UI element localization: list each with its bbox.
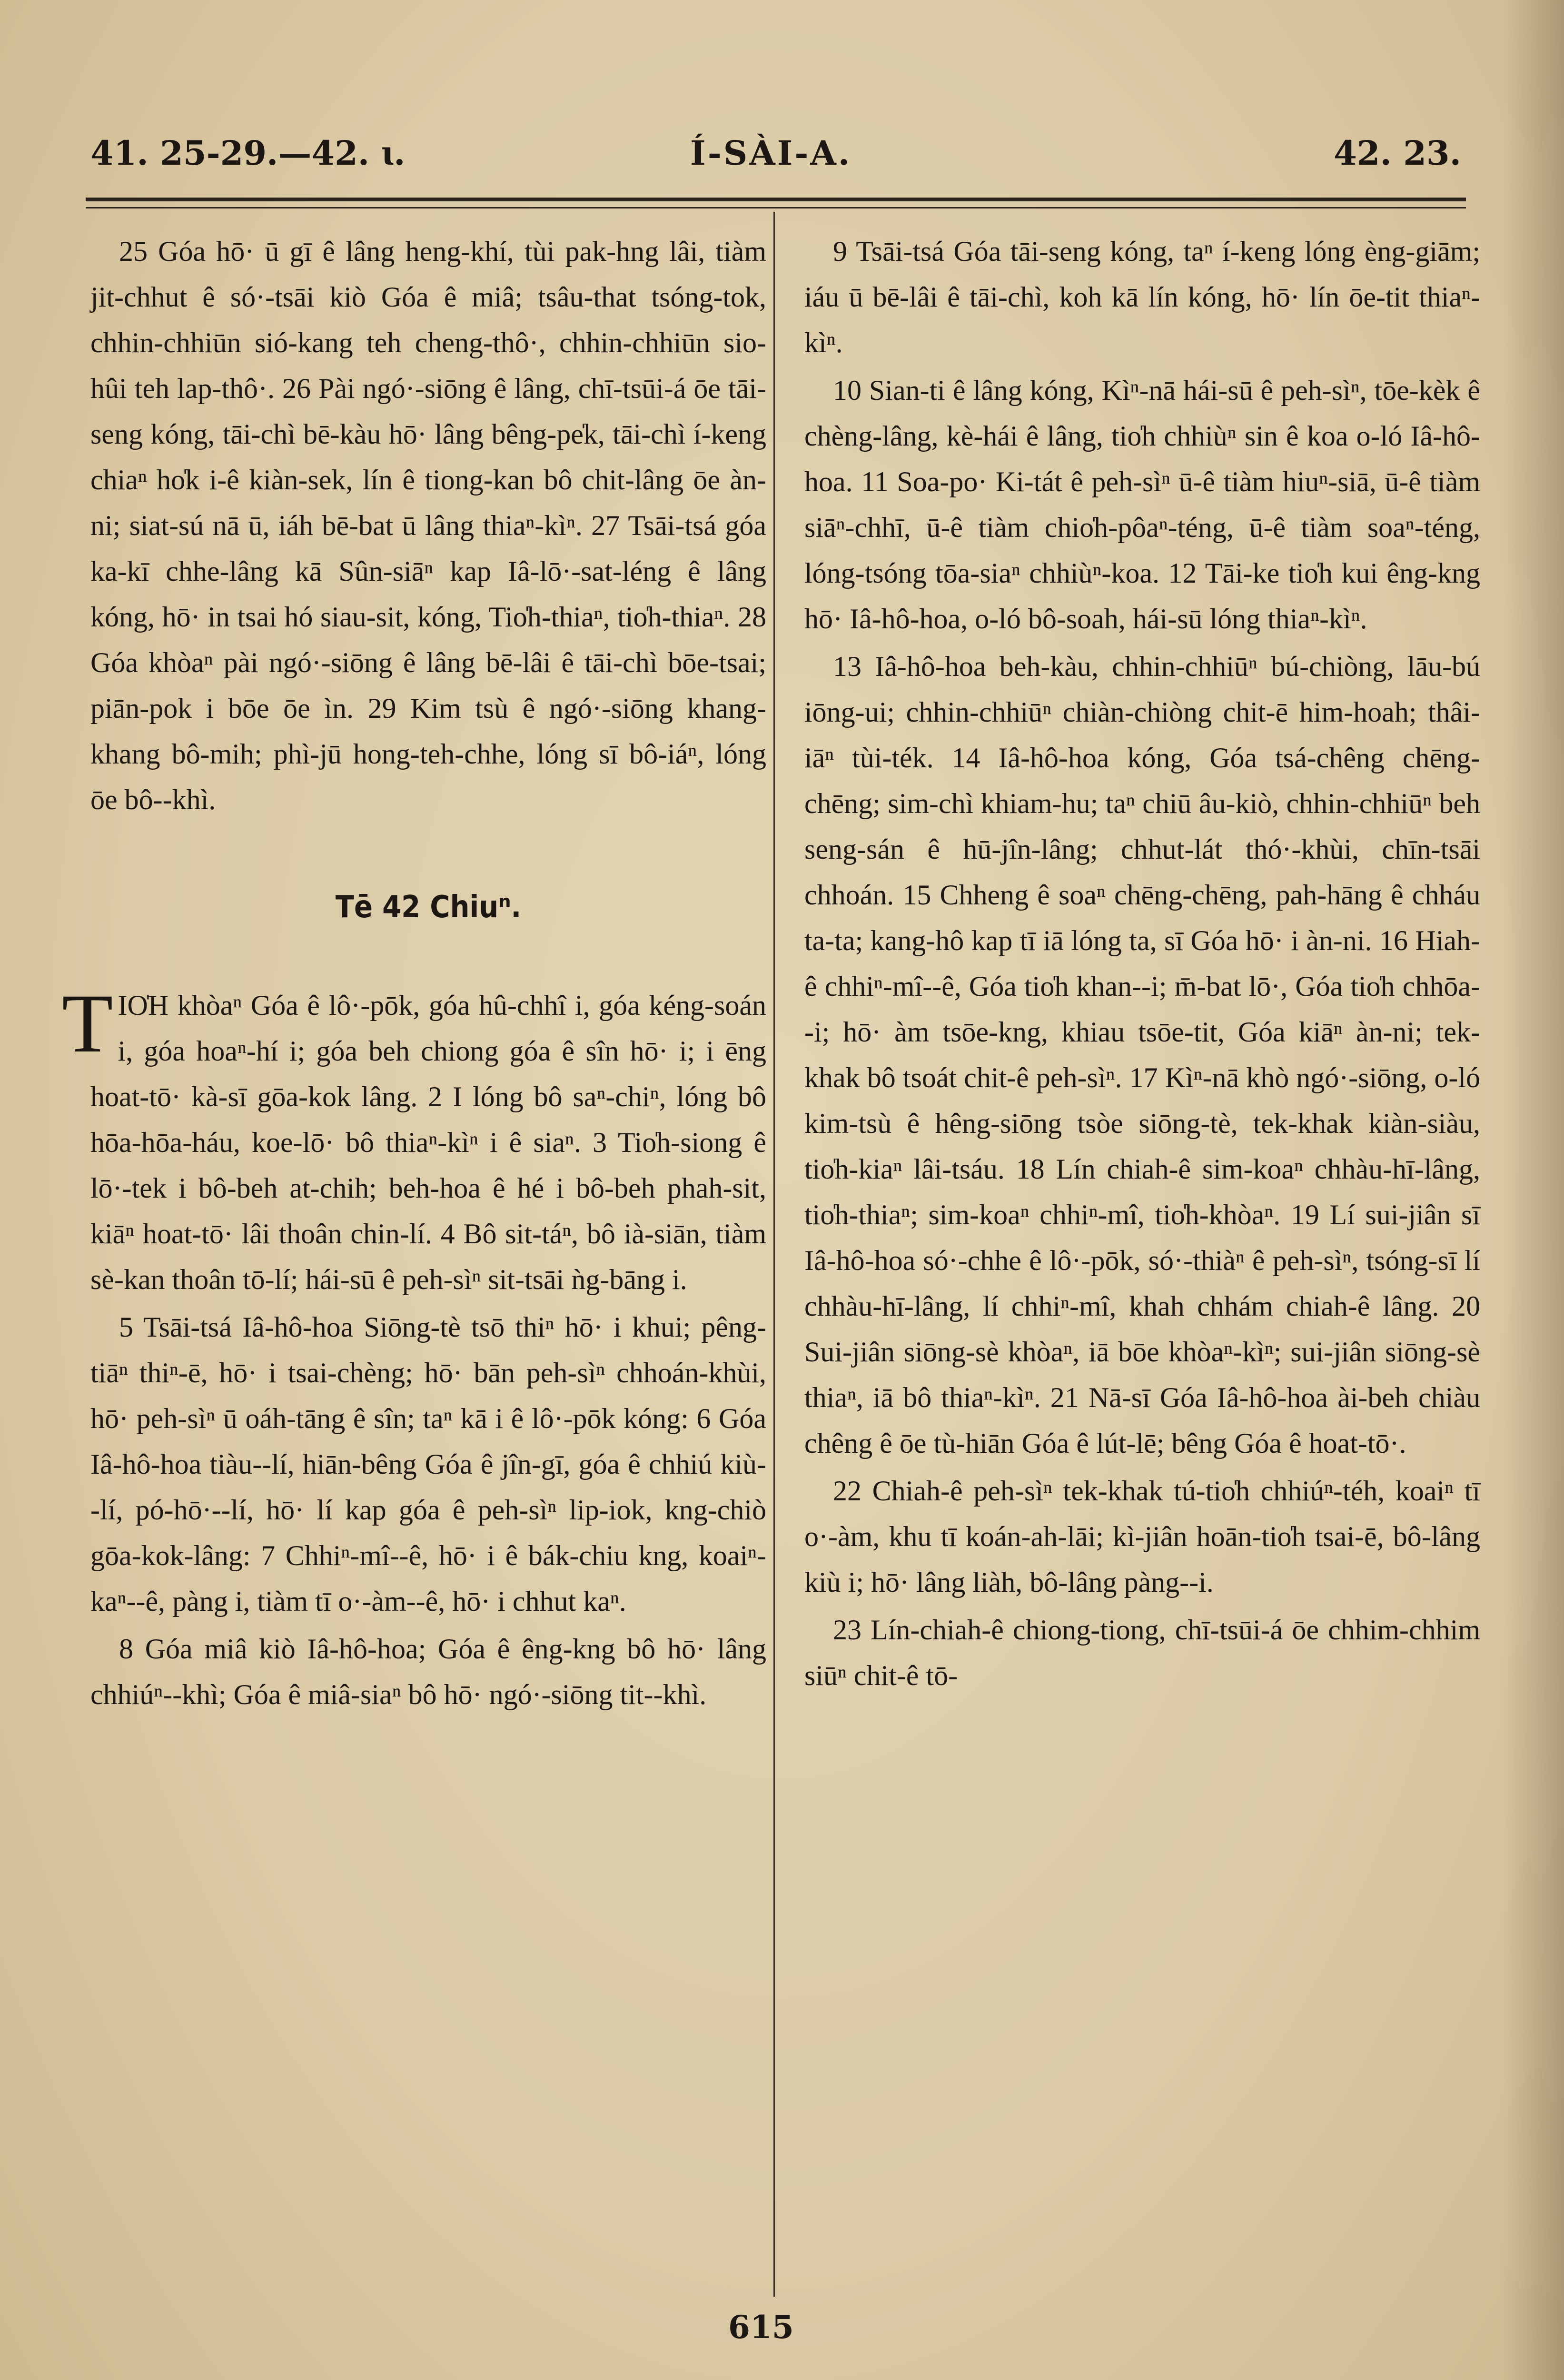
verse-paragraph: 8 Góa miâ kiò Iâ-hô-hoa; Góa ê êng-kng bô hō· lâng chhiúⁿ--khì; Góa ê miâ-siaⁿ bô hō· ngó·-siōng tit--khì. xyxy=(90,1633,766,1710)
running-header xyxy=(86,124,1466,181)
header-rule-thin xyxy=(86,207,1466,208)
page-number: 615 xyxy=(728,2309,794,2346)
verse-paragraph xyxy=(62,977,766,1302)
column-divider xyxy=(773,212,775,2297)
verse-paragraph: 10 Sian-ti ê lâng kóng, Kìⁿ-nā hái-sū ê peh-sìⁿ, tōe-kèk ê chèng-lâng, kè-hái ê lâng, tio̍h chhiùⁿ sin ê koa o-ló Iâ-hô-hoa. 11 Soa-po· Ki-tát ê peh-sìⁿ ū-ê tiàm hiuⁿ-siā, ū-ê tiàm siāⁿ-chhī, ū-ê tiàm chio̍h-pôaⁿ-téng, ū-ê tiàm soaⁿ-téng, lóng-tsóng tōa-siaⁿ chhiùⁿ-koa. 12 Tāi-ke tio̍h kui êng-kng hō· Iâ-hô-hoa, o-ló bô-soah, hái-sū lóng thiaⁿ-kìⁿ. xyxy=(804,375,1480,635)
verse-paragraph: 25 Góa hō· ū gī ê lâng heng-khí, tùi pak-hng lâi, tiàm jit-chhut ê só·-tsāi kiò Góa ê miâ; tsâu-that tsóng-tok, chhin-chhiūn sió-kang teh cheng-thô·, chhin-chhiūn sio-hûi teh lap-thô·. 26 Pài ngó·-siōng ê lâng, chī-tsūi-á ōe tāi-seng kóng, tāi-chì bē-kàu hō· lâng bêng-pe̍k, tāi-chì í-keng chiaⁿ ho̍k i-ê kiàn-sek, lín ê tiong-kan bô chit-lâng ōe àn-ni; siat-sú nā ū, iáh bē-bat ū lâng thiaⁿ-kìⁿ. 27 Tsāi-tsá góa ka-kī chhe-lâng kā Sûn-siāⁿ kap Iâ-lō·-sat-léng ê lâng kóng, hō· in tsai hó siau-sit, kóng, Tio̍h-thiaⁿ, tio̍h-thiaⁿ. 28 Góa khòaⁿ pài ngó·-siōng ê lâng bē-lâi ê tāi-chì bōe-tsai; piān-pok i bōe ōe ìn. 29 Kim tsù ê ngó·-siōng khang-khang bô-mih; phì-jū hong-teh-chhe, lóng sī bô-iáⁿ, lóng ōe bô--khì. xyxy=(90,236,766,815)
verse-paragraph: 5 Tsāi-tsá Iâ-hô-hoa Siōng-tè tsō thiⁿ hō· i khui; pêng-tiāⁿ thiⁿ-ē, hō· i tsai-chèng; hō· bān peh-sìⁿ chhoán-khùi, hō· peh-sìⁿ ū oáh-tāng ê sîn; taⁿ kā i ê lô·-pōk kóng: 6 Góa Iâ-hô-hoa tiàu--lí, hiān-bêng Góa ê jîn-gī, góa ê chhiú kiù--lí, pó-hō·--lí, hō· lí kap góa ê peh-sìⁿ lip-iok, kng-chiò gōa-kok-lâng: 7 Chhiⁿ-mî--ê, hō· i ê bák-chiu kng, koaiⁿ-kaⁿ--ê, pàng i, tiàm tī o·-àm--ê, hō· i chhut kaⁿ. xyxy=(90,1311,766,1617)
header-rule-thick xyxy=(86,198,1466,201)
left-column xyxy=(62,228,766,1719)
verse-paragraph: 9 Tsāi-tsá Góa tāi-seng kóng, taⁿ í-keng lóng èng-giām; iáu ū bē-lâi ê tāi-chì, koh kā lín kóng, hō· lín ōe-tit thiaⁿ-kìⁿ. xyxy=(804,236,1480,358)
drop-cap: T xyxy=(62,977,113,1070)
verse-paragraph: 13 Iâ-hô-hoa beh-kàu, chhin-chhiūⁿ bú-chiòng, lāu-bú iōng-ui; chhin-chhiūⁿ chiàn-chiòng chit-ē him-hoah; thâi-iāⁿ tùi-ték. 14 Iâ-hô-hoa kóng, Góa tsá-chêng chēng-chēng; sim-chì khiam-hu; taⁿ chiū âu-kiò, chhin-chhiūⁿ beh seng-sán ê hū-jîn-lâng; chhut-lát thó·-khùi, chīn-tsāi chhoán. 15 Chheng ê soaⁿ chēng-chēng, pah-hāng ê chháu ta-ta; kang-hô kap tī iā lóng ta, sī Góa hō· i àn-ni. 16 Hiah-ê chhiⁿ-mî--ê, Góa tio̍h khan--i; m̄-bat lō·, Góa tio̍h chhōa--i; hō· àm tsōe-kng, khiau tsōe-tit, Góa kiāⁿ àn-ni; tek-khak bô tsoát chit-ê peh-sìⁿ. 17 Kìⁿ-nā khò ngó·-siōng, o-ló kim-tsù ê hêng-siōng tsòe siōng-tè, tek-khak kiàn-siàu, tio̍h-kiaⁿ lâi-tsáu. 18 Lín chiah-ê sim-koaⁿ chhàu-hī-lâng, tio̍h-thiaⁿ; sim-koaⁿ chhiⁿ-mî, tio̍h-khòaⁿ. 19 Lí sui-jiân sī Iâ-hô-hoa só·-chhe ê lô·-pōk, só·-thiàⁿ ê peh-sìⁿ, tsóng-sī lí chhàu-hī-lâng, lí chhiⁿ-mî, khah chhám chiah-ê lâng. 20 Sui-jiân siōng-sè khòaⁿ, iā bōe khòaⁿ-kìⁿ; sui-jiân siōng-sè thiaⁿ, iā bô thiaⁿ-kìⁿ. 21 Nā-sī Góa Iâ-hô-hoa ài-beh chiàu chêng ê ōe tù-hiān Góa ê lút-lē; bêng Góa ê hoat-tō·. xyxy=(804,651,1480,1459)
header-verse-range-left: 41. 25-29.—42. ɩ. xyxy=(90,133,406,173)
page-spine-shadow xyxy=(1502,0,1564,2380)
verse-paragraph: 23 Lín-chiah-ê chiong-tiong, chī-tsūi-á ōe chhim-chhim siūⁿ chit-ê tō- xyxy=(804,1614,1480,1691)
header-verse-range-right: 42. 23. xyxy=(1334,133,1461,173)
header-book-title: Í-SÀI-A. xyxy=(690,133,852,173)
right-column xyxy=(804,228,1480,1700)
verse-paragraph: 22 Chiah-ê peh-sìⁿ tek-khak tú-tio̍h chhiúⁿ-téh, koaiⁿ tī o·-àm, khu tī koán-ah-lāi; kì-jiân hoān-tio̍h tsai-ē, bô-lâng kiù i; hō· lâng liàh, bô-lâng pàng--i. xyxy=(804,1475,1480,1598)
chapter-heading: Tē 42 Chiuⁿ. xyxy=(335,890,522,925)
verse-text: IO̍H khòaⁿ Góa ê lô·-pōk, góa hû-chhî i, góa kéng-soán i, góa hoaⁿ-hí i; góa beh chiong góa ê sîn hō· i; i ēng hoat-tō· kà-sī gōa-kok lâng. 2 I lóng bô saⁿ-chiⁿ, lóng bô hōa-hōa-háu, koe-lō· bô thiaⁿ-kìⁿ i ê siaⁿ. 3 Tio̍h-siong ê lō·-tek i bô-beh at-chih; beh-hoa ê hé i bô-beh phah-sit, kiāⁿ hoat-tō· lâi thoân chin-lí. 4 Bô sit-táⁿ, bô ià-siān, tiàm sè-kan thoân tō-lí; hái-sū ê peh-sìⁿ sit-tsāi ǹg-bāng i. xyxy=(90,990,766,1295)
